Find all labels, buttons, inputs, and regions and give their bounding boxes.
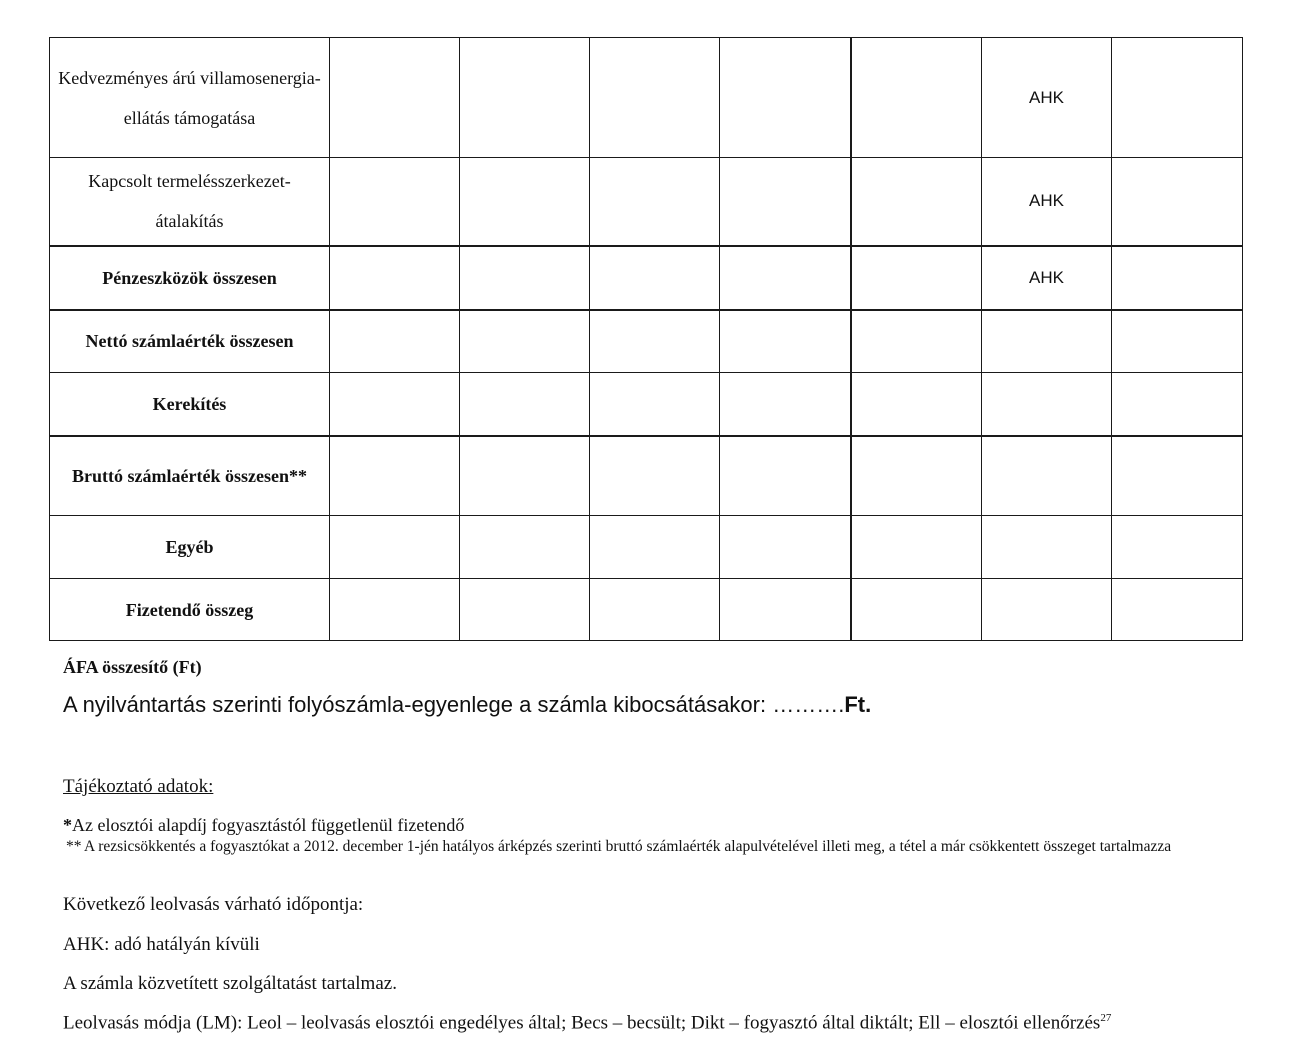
table-cell xyxy=(460,436,590,516)
table-row xyxy=(50,310,1243,373)
table-cell xyxy=(1112,38,1243,158)
balance-unit: Ft. xyxy=(844,692,872,717)
balance-text: A nyilvántartás szerinti folyószámla-egyenlege a számla kibocsátásakor: ………. xyxy=(63,692,845,717)
table-cell xyxy=(982,310,1112,373)
row-label: Bruttó számlaérték összesen** xyxy=(50,436,330,516)
table-cell xyxy=(590,38,720,158)
table-cell xyxy=(330,516,460,579)
afa-summary-title: ÁFA összesítő (Ft) xyxy=(63,657,202,677)
table-row xyxy=(50,579,1243,641)
ahk-cell: AHK xyxy=(982,246,1112,310)
table-cell xyxy=(460,373,590,436)
table-cell xyxy=(982,516,1112,579)
row-label: Egyéb xyxy=(50,516,330,579)
footnote-reference: 27 xyxy=(1100,1012,1112,1024)
table-cell xyxy=(590,310,720,373)
info-section-title: Tájékoztató adatok: xyxy=(63,776,214,797)
row-label: Kedvezményes árú villamosenergia-ellátás támogatása xyxy=(50,38,330,158)
table-cell xyxy=(851,158,982,246)
footnote-single-star xyxy=(63,815,464,836)
footnote-text: A rezsicsökkentés a fogyasztókat a 2012. december 1-jén hatályos árképzés szerinti bruttó számlaérték alapulvételével illeti meg, a tétel a már csökkentett összeget tartalmazza xyxy=(84,838,1172,855)
reading-mode-text: Leolvasás módja (LM): Leol – leolvasás elosztói engedélyes által; Becs – becsült; Dikt – fogyasztó által diktált; Ell – elosztói ellenőrzés xyxy=(63,1012,1101,1034)
table-cell xyxy=(330,246,460,310)
table-cell xyxy=(590,436,720,516)
table-cell xyxy=(330,436,460,516)
table-cell xyxy=(330,579,460,641)
table-cell xyxy=(851,579,982,641)
row-label: Nettó számlaérték összesen xyxy=(50,310,330,373)
table-cell xyxy=(851,246,982,310)
footnote-double-star xyxy=(66,837,1246,856)
table-cell xyxy=(851,310,982,373)
table-row xyxy=(50,246,1243,310)
table-cell xyxy=(590,373,720,436)
table-cell xyxy=(590,579,720,641)
table-cell xyxy=(720,38,851,158)
table-cell xyxy=(720,246,851,310)
ahk-cell: AHK xyxy=(982,38,1112,158)
table-cell xyxy=(1112,579,1243,641)
table-cell xyxy=(1112,158,1243,246)
table-cell xyxy=(720,436,851,516)
row-label: Pénzeszközök összesen xyxy=(50,246,330,310)
table-cell xyxy=(590,246,720,310)
table-cell xyxy=(330,373,460,436)
table-cell xyxy=(1112,516,1243,579)
table-cell xyxy=(460,516,590,579)
table-cell xyxy=(851,516,982,579)
table-cell xyxy=(720,516,851,579)
next-reading-date: Következő leolvasás várható időpontja: xyxy=(63,894,364,915)
table-cell xyxy=(460,246,590,310)
table-row xyxy=(50,38,1243,158)
table-cell xyxy=(1112,436,1243,516)
table-cell xyxy=(590,158,720,246)
ahk-cell: AHK xyxy=(982,158,1112,246)
table-cell xyxy=(330,38,460,158)
table-cell xyxy=(460,579,590,641)
table-row xyxy=(50,516,1243,579)
reading-mode-legend xyxy=(63,1012,1111,1034)
table-cell xyxy=(720,310,851,373)
account-balance-line xyxy=(63,692,871,718)
mediated-service-note: A számla közvetített szolgáltatást tartalmaz. xyxy=(63,973,397,994)
footnote-stars: ** xyxy=(66,838,82,855)
table-cell xyxy=(460,158,590,246)
footnote-star: * xyxy=(63,815,72,835)
table-cell xyxy=(982,436,1112,516)
table-cell xyxy=(851,38,982,158)
row-label: Kerekítés xyxy=(50,373,330,436)
row-label: Fizetendő összeg xyxy=(50,579,330,641)
table-cell xyxy=(982,579,1112,641)
footnote-text: Az elosztói alapdíj fogyasztástól függetlenül fizetendő xyxy=(72,815,465,835)
table-cell xyxy=(1112,246,1243,310)
table-cell xyxy=(1112,373,1243,436)
invoice-summary-table xyxy=(49,37,1243,641)
table-row xyxy=(50,158,1243,246)
table-row xyxy=(50,373,1243,436)
table-cell xyxy=(720,579,851,641)
table-cell xyxy=(851,373,982,436)
row-label: Kapcsolt termelésszerkezet-átalakítás xyxy=(50,158,330,246)
table-cell xyxy=(460,310,590,373)
table-cell xyxy=(982,373,1112,436)
table-cell xyxy=(720,158,851,246)
ahk-definition: AHK: adó hatályán kívüli xyxy=(63,934,260,955)
table-row xyxy=(50,436,1243,516)
table-cell xyxy=(590,516,720,579)
table-cell xyxy=(1112,310,1243,373)
table-cell xyxy=(851,436,982,516)
table-cell xyxy=(330,310,460,373)
table-cell xyxy=(460,38,590,158)
table-cell xyxy=(720,373,851,436)
table-cell xyxy=(330,158,460,246)
